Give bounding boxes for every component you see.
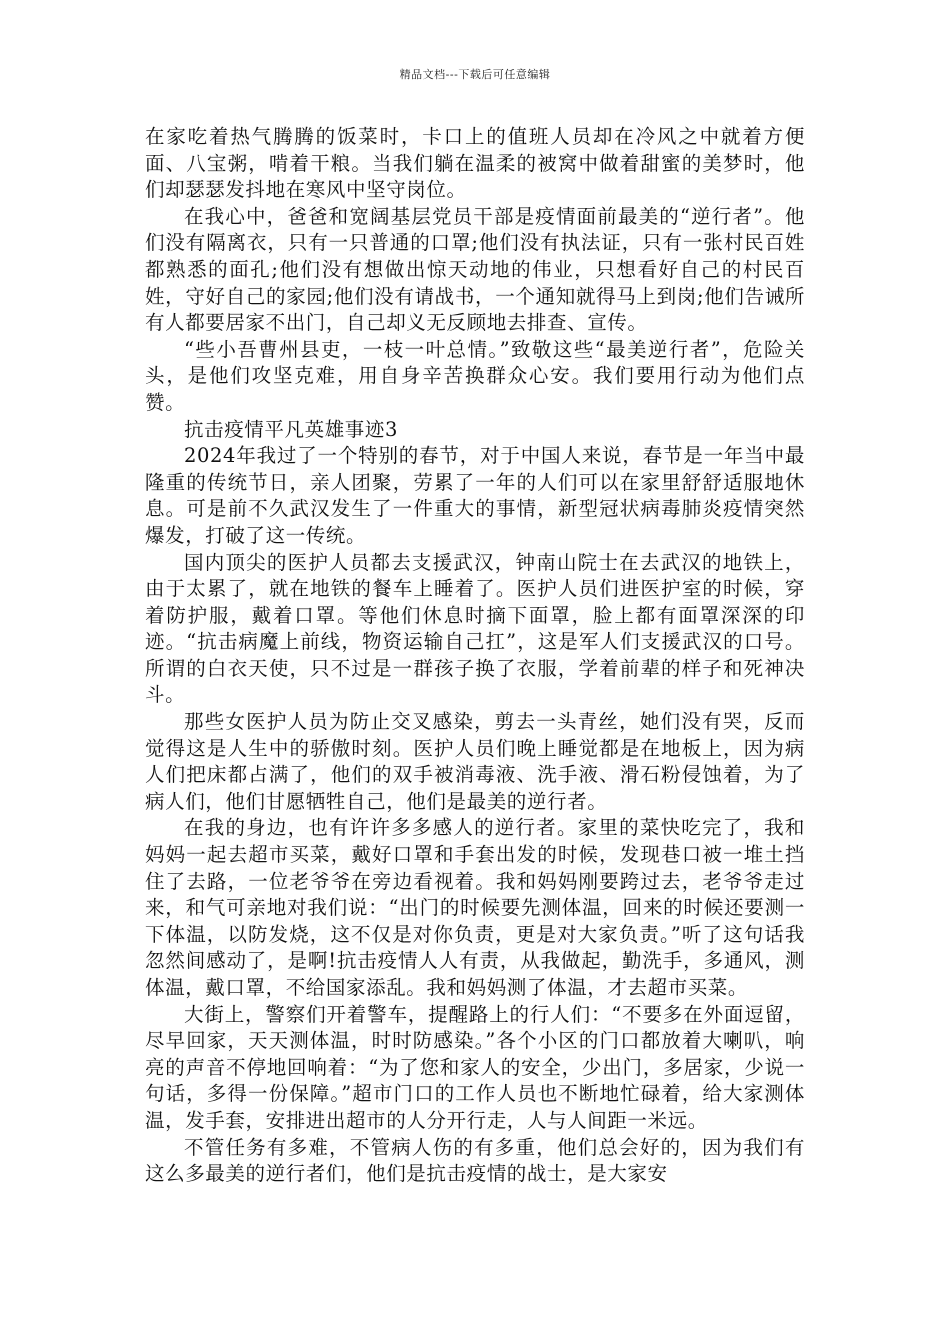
page-header: 精品文档---下载后可任意编辑 bbox=[399, 68, 551, 81]
paragraph: 国内顶尖的医护人员都去支援武汉，钟南山院士在去武汉的地铁上，由于太累了，就在地铁的餐车上睡着了。医护人员们进医护室的时候，穿着防护服，戴着口罩。等他们休息时摘下面罩，脸上都有面罩深深的印迹。“抗击病魔上前线，物资运输自己扛”，这是军人们支援武汉的口号。所谓的白衣天使，只不过是一群孩子换了衣服，学着前辈的样子和死神决斗。 bbox=[145, 550, 805, 707]
paragraph: 2024年我过了一个特别的春节，对于中国人来说，春节是一年当中最隆重的传统节日，亲人团聚，劳累了一年的人们可以在家里舒舒适服地休息。可是前不久武汉发生了一件重大的事情，新型冠状病毒肺炎疫情突然爆发，打破了这一传统。 bbox=[145, 444, 805, 547]
paragraph: 大街上，警察们开着警车，提醒路上的行人们：“不要多在外面逗留，尽早回家，天天测体温，时时防感染。”各个小区的门口都放着大喇叭，响亮的声音不停地回响着：“为了您和家人的安全，少出门，多居家，少说一句话，多得一份保障。”超市门口的工作人员也不断地忙碌着，给大家测体温，发手套，安排进出超市的人分开行走，人与人间距一米远。 bbox=[145, 1002, 805, 1132]
section-title: 抗击疫情平凡英雄事迹3 bbox=[184, 417, 399, 441]
paragraph: 那些女医护人员为防止交叉感染，剪去一头青丝，她们没有哭，反而觉得这是人生中的骄傲时刻。医护人员们晚上睡觉都是在地板上，因为病人们把床都占满了，他们的双手被消毒液、洗手液、滑石粉侵蚀着，为了病人们，他们甘愿牺牲自己，他们是最美的逆行者。 bbox=[145, 710, 805, 813]
paragraph: 在我心中，爸爸和宽阔基层党员干部是疫情面前最美的“逆行者”。他们没有隔离衣，只有一只普通的口罩;他们没有执法证，只有一张村民百姓都熟悉的面孔;他们没有想做出惊天动地的伟业，只想看好自己的村民百姓，守好自己的家园;他们没有请战书，一个通知就得马上到岗;他们告诫所有人都要居家不出门，自己却义无反顾地去排查、宣传。 bbox=[145, 204, 805, 335]
paragraph: 不管任务有多难，不管病人伤的有多重，他们总会好的，因为我们有这么多最美的逆行者们，他们是抗击疫情的战士，是大家安 bbox=[145, 1135, 805, 1186]
paragraph: “些小吾曹州县吏，一枝一叶总情。”致敬这些“最美逆行者”，危险关头，是他们攻坚克难，用自身辛苦换群众心安。我们要用行动为他们点赞。 bbox=[145, 337, 805, 414]
paragraph: 在家吃着热气腾腾的饭菜时，卡口上的值班人员却在冷风之中就着方便面、八宝粥，啃着干粮。当我们躺在温柔的被窝中做着甜蜜的美梦时，他们却瑟瑟发抖地在寒风中坚守岗位。 bbox=[145, 125, 805, 202]
paragraph: 在我的身边，也有许许多多感人的逆行者。家里的菜快吃完了，我和妈妈一起去超市买菜，戴好口罩和手套出发的时候，发现巷口被一堆土挡住了去路，一位老爷爷在旁边看视着。我和妈妈刚要跨过去，老爷爷走过来，和气可亲地对我们说：“出门的时候要先测体温，回来的时候还要测一下体温，以防发烧，这不仅是对你负责，更是对大家负责。”听了这句话我忽然间感动了，是啊!抗击疫情人人有责，从我做起，勤洗手，多通风，测体温，戴口罩，不给国家添乱。我和妈妈测了体温，才去超市买菜。 bbox=[145, 816, 805, 999]
document-body bbox=[145, 124, 805, 1188]
